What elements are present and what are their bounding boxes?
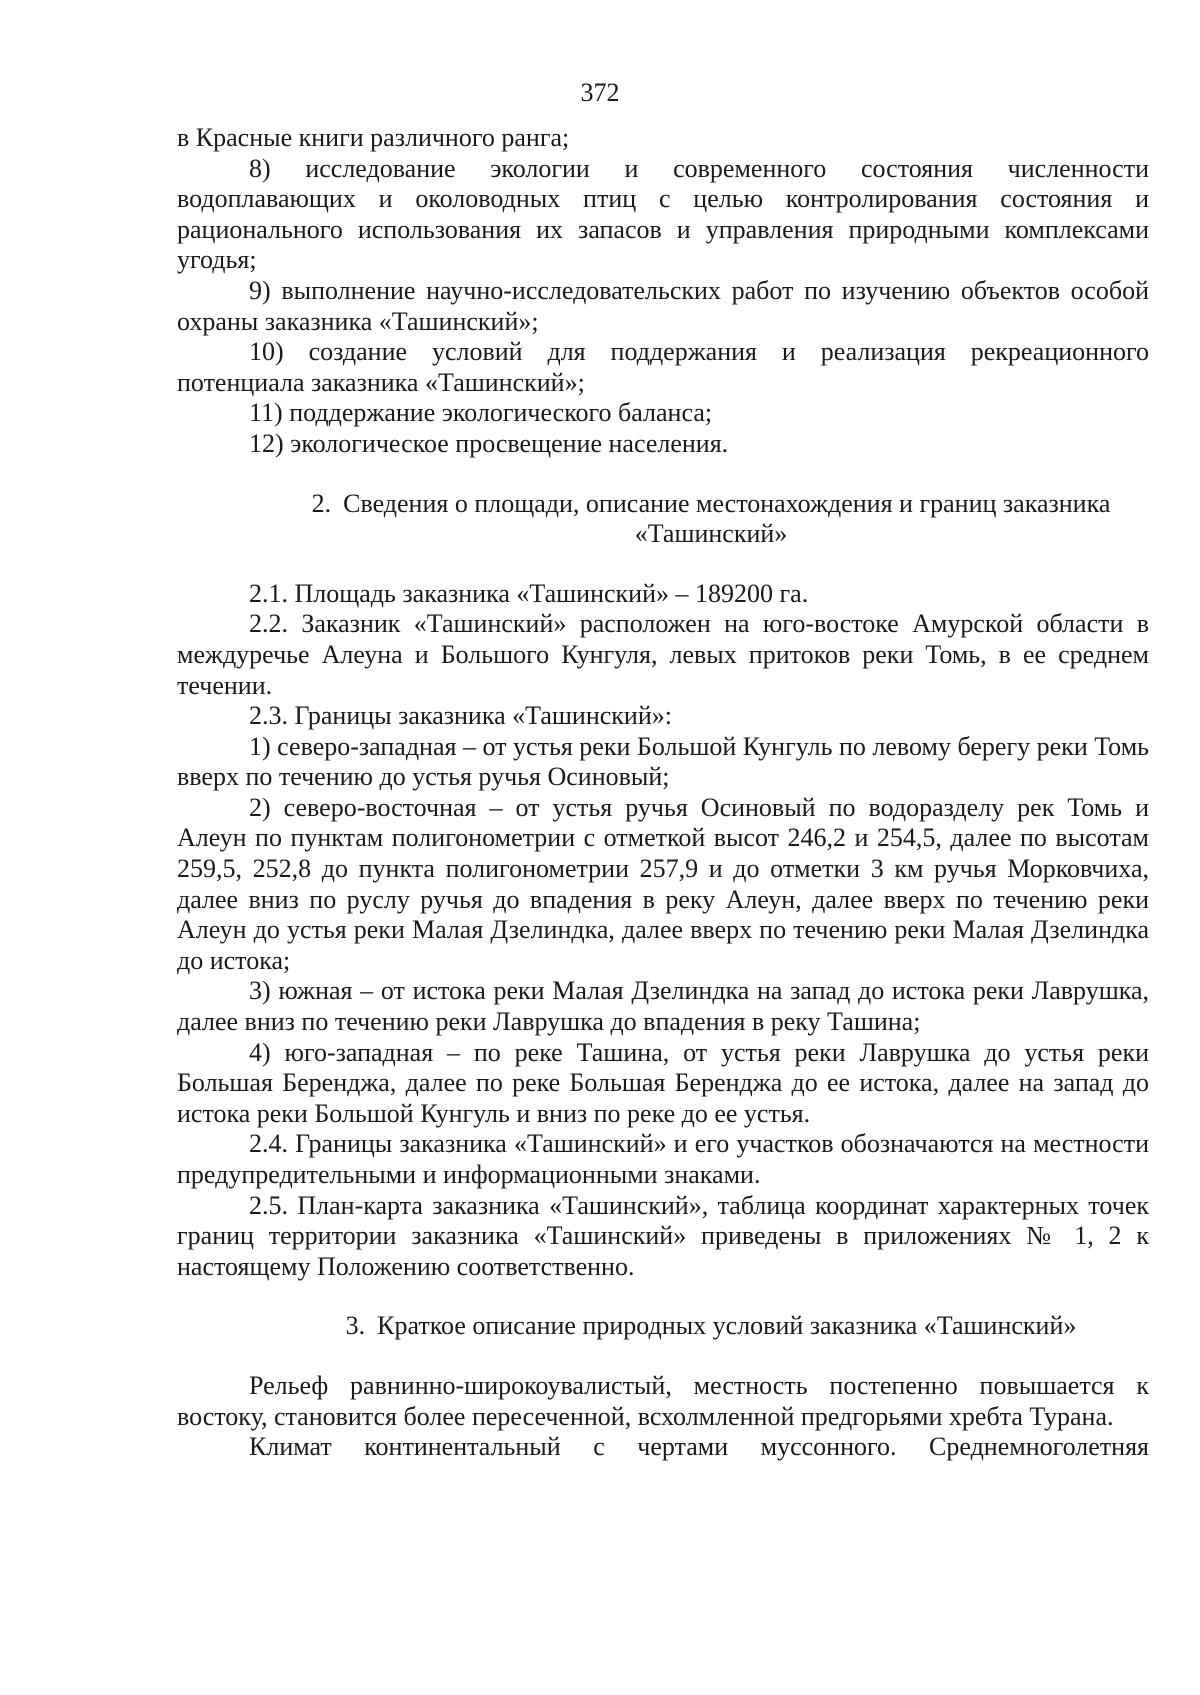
paragraph-relief: Рельеф равнинно-широкоувалистый, местность постепенно повышается к востоку, становится более пересеченной, всхолмленной предгорьями хребта Турана. xyxy=(177,1370,1149,1431)
boundary-northwest: 1) северо-западная – от устья реки Большой Кунгуль по левому берегу реки Томь вверх по течению до устья ручья Осиновый; xyxy=(177,731,1149,792)
list-item-8: 8) исследование экологии и современного состояния численности водоплавающих и околоводных птиц с целью контролирования состояния и рационального использования их запасов и управления природными комплексами угодья; xyxy=(177,153,1149,275)
section-2-title: Сведения о площади, описание местонахождения и границ заказника «Ташинский» xyxy=(343,488,1111,549)
paragraph-climate: Климат континентальный с чертами муссонного. Среднемноголетняя xyxy=(249,1432,1149,1462)
list-continuation: в Красные книги различного ранга; xyxy=(177,123,570,152)
paragraph-2-3: 2.3. Границы заказника «Ташинский»: xyxy=(249,701,672,731)
page-number: 372 xyxy=(580,78,620,107)
list-item-10: 10) создание условий для поддержания и реализация рекреационного потенциала заказника «Ташинский»; xyxy=(177,337,1149,397)
section-3-heading xyxy=(177,1311,1149,1342)
paragraph-2-5: 2.5. План-карта заказника «Ташинский», таблица координат характерных точек границ территории заказника «Ташинский» приведены в приложениях № 1, 2 к настоящему Положению соответственно. xyxy=(177,1190,1149,1281)
paragraph-2-1: 2.1. Площадь заказника «Ташинский» – 189200 га. xyxy=(249,578,809,608)
paragraph-2-2: 2.2. Заказник «Ташинский» расположен на юго-востоке Амурской области в междуречье Алеуна и Большого Кунгуля, левых притоков реки Томь, в ее среднем течении. xyxy=(177,609,1149,700)
document-body xyxy=(177,123,1149,1463)
paragraph-2-4: 2.4. Границы заказника «Ташинский» и его участков обозначаются на местности предупредительными и информационными знаками. xyxy=(177,1129,1149,1189)
section-2-number: 2. xyxy=(311,488,332,518)
section-2-heading xyxy=(177,489,1149,550)
list-item-11: 11) поддержание экологического баланса; xyxy=(249,398,713,428)
boundary-southwest: 4) юго-западная – по реке Ташина, от устья реки Лаврушка до устья реки Большая Беренджа, далее по реке Большая Беренджа до ее истока, далее на запад до истока реки Большой Кунгуль и вниз по реке до ее устья. xyxy=(177,1037,1149,1128)
list-item-12: 12) экологическое просвещение населения. xyxy=(249,428,729,458)
boundary-south: 3) южная – от истока реки Малая Дзелиндка на запад до истока реки Лаврушка, далее вниз по течению реки Лаврушка до впадения в реку Ташина; xyxy=(177,976,1149,1037)
section-3-number: 3. xyxy=(345,1311,366,1341)
boundary-northeast: 2) северо-восточная – от устья ручья Осиновый по водоразделу рек Томь и Алеун по пунктам полигонометрии с отметкой высот 246,2 и 254,5, далее по высотам 259,5, 252,8 до пункта полигонометрии 257,9 и до отметки 3 км ручья Морковчиха, далее вниз по руслу ручья до впадения в реку Алеун, далее вверх по течению реки Алеун до устья реки Малая Дзелиндка, далее вверх по течению реки Малая Дзелиндка до истока; xyxy=(177,792,1149,975)
section-3-title: Краткое описание природных условий заказника «Ташинский» xyxy=(377,1311,1077,1341)
list-item-9: 9) выполнение научно-исследовательских работ по изучению объектов особой охраны заказника «Ташинский»; xyxy=(177,275,1149,336)
